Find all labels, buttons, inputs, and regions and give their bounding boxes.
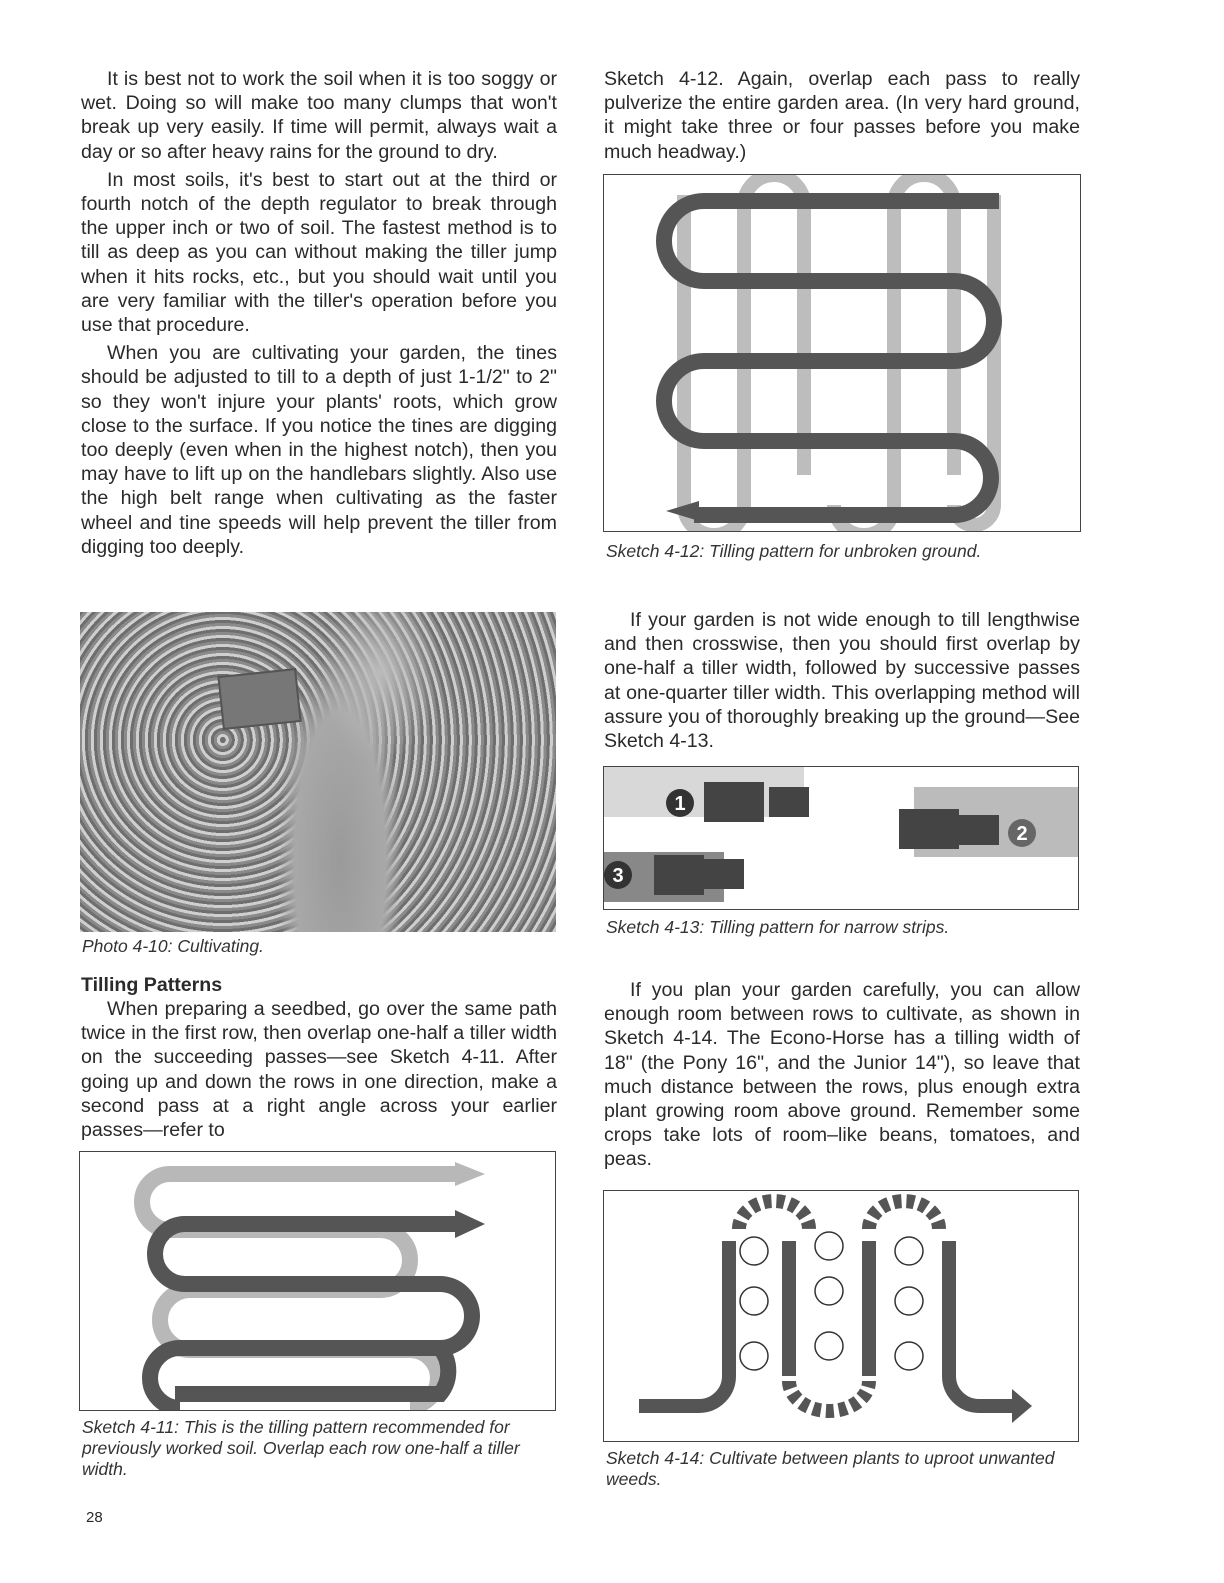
marker-2: 2	[1016, 823, 1028, 845]
sketch-4-13-caption: Sketch 4-13: Tilling pattern for narrow strips.	[606, 917, 950, 937]
marker-3: 3	[612, 865, 624, 887]
cultivate-between-plants	[604, 1191, 1078, 1441]
right-column-middle	[604, 608, 1080, 753]
paragraph: When preparing a seedbed, go over the same path twice in the first row, then overlap one-half a tiller width on the succeeding passes—see Sketch 4-11. After going up and down the rows in one direction, make a second pass at a right angle across your earlier passes—refer to	[81, 998, 557, 1142]
tilling-patterns-section	[81, 973, 557, 1142]
sketch-4-14-caption: Sketch 4-14: Cultivate between plants to uproot unwanted weeds.	[606, 1448, 1055, 1489]
sketch-4-11	[79, 1151, 556, 1411]
sketch-4-12-caption: Sketch 4-12: Tilling pattern for unbroken ground.	[606, 541, 982, 561]
tiller-in-photo	[217, 668, 301, 730]
page-number: 28	[86, 1509, 103, 1526]
sketch-4-13	[603, 766, 1079, 910]
photo-cultivating	[80, 612, 556, 932]
sketch-4-11-caption: Sketch 4-11: This is the tilling pattern recommended for previously worked soil. Overlap each row one-half a tiller width.	[82, 1417, 520, 1479]
paragraph: In most soils, it's best to start out at the third or fourth notch of the depth regulator to break through the upper inch or two of soil. The fastest method is to till as deep as you can without making the tiller jump when it hits rocks, etc., but you should wait until you are very familiar with the tiller's operation before you use that procedure.	[81, 168, 557, 337]
right-column-top	[604, 67, 1080, 164]
plants	[740, 1232, 923, 1370]
paragraph: If your garden is not wide enough to till lengthwise and then crosswise, then you should first overlap by one-half a tiller width, followed by successive passes at one-quarter tiller width. This overlapping method will assure you of thoroughly breaking up the ground—See Sketch 4-13.	[604, 609, 1081, 753]
marker-1: 1	[674, 793, 686, 815]
photo-caption: Photo 4-10: Cultivating.	[82, 936, 264, 956]
paragraph: If you plan your garden carefully, you can allow enough room between rows to cultivate, as shown in Sketch 4-14. The Econo-Horse has a tilling width of 18" (the Pony 16", and the Junior 14"), so leave that much distance between the rows, plus enough extra plant growing room above ground. Remember some crops take lots of room–like beans, tomatoes, and peas.	[604, 979, 1080, 1171]
paragraph: It is best not to work the soil when it is too soggy or wet. Doing so will make too many clumps that won't break up very easily. If time will permit, always wait a day or so after heavy rains for the ground to dry.	[81, 68, 557, 163]
right-column-bottom	[604, 978, 1080, 1172]
tilling-pattern-diagram	[80, 1152, 555, 1410]
left-column	[81, 67, 557, 559]
section-heading: Tilling Patterns	[81, 974, 223, 996]
sketch-4-12	[603, 174, 1081, 532]
narrow-strip-pattern	[604, 767, 1078, 909]
tilling-pattern-unbroken-ground	[604, 175, 1080, 531]
paragraph: When you are cultivating your garden, the tines should be adjusted to till to a depth of just 1-1/2" to 2" so they won't injure your plants' roots, which grow close to the surface. If you notice the tines are digging too deeply (even when in the highest notch), then you may have to lift up on the handlebars slightly. Also use the high belt range when cultivating as the faster wheel and tine speeds will help prevent the tiller from digging too deeply.	[81, 342, 557, 558]
sketch-4-14	[603, 1190, 1079, 1442]
paragraph: Sketch 4-12. Again, overlap each pass to really pulverize the entire garden area. (In very hard ground, it might take three or four passes before you make much headway.)	[604, 68, 1080, 163]
